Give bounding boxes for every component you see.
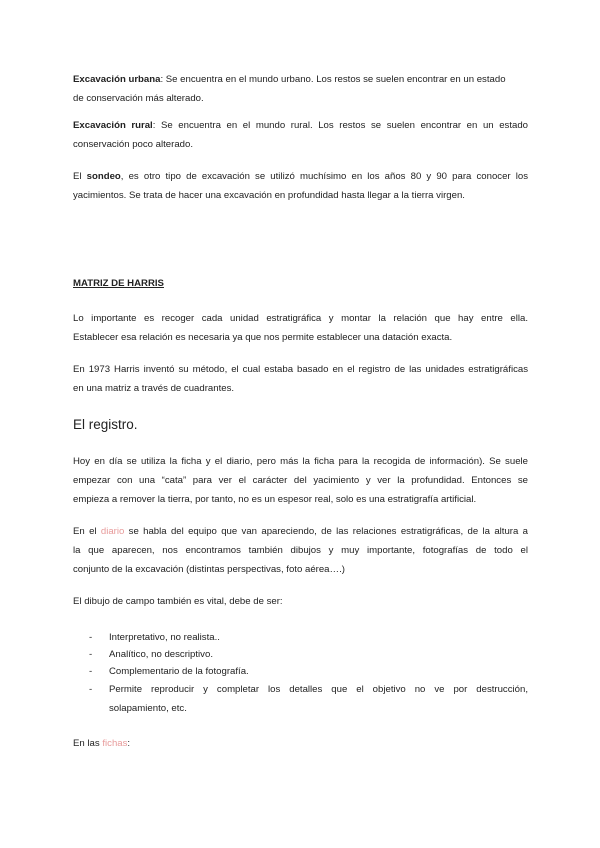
- paragraph-dibujo-campo: El dibujo de campo también es vital, debe de ser:: [73, 596, 283, 607]
- list-item: - Interpretativo, no realista..: [90, 628, 528, 647]
- paragraph-fichas: En las fichas:: [73, 738, 131, 749]
- paragraph-harris-1: Lo importante es recoger cada unidad estratigráfica y montar la relación que hay entre ella. Establecer esa relación es necesaria ya que nos permite establecer una datación exacta.: [73, 313, 528, 343]
- paragraph-sondeo: El sondeo, es otro tipo de excavación se utilizó muchísimo en los años 80 y 90 para conocer los yacimientos. Se trata de hacer una excavación en profundidad hasta llegar a la tierra virgen.: [73, 171, 528, 201]
- bullet-dash: -: [89, 632, 93, 643]
- paragraph-registro-1: Hoy en día se utiliza la ficha y el diario, pero más la ficha para la recogida de información). Se suele empezar con una “cata” para ver el carácter del yacimiento y ver la profundidad. Entonces se empieza a remover la tierra, por tanto, no es un espesor real, solo es una estratigrafía artificial.: [73, 456, 528, 505]
- paragraph-registro-diario: En el diario se habla del equipo que van apareciendo, de las relaciones estratigráficas, de la altura a la que aparecen, nos encontramos también dibujos y muy importante, fotografías de todo el conjunto de la excavación (distintas perspectivas, foto aérea….): [73, 526, 528, 575]
- term-fichas: fichas: [102, 738, 128, 749]
- section-heading-registro: El registro.: [73, 417, 138, 432]
- paragraph-harris-2: En 1973 Harris inventó su método, el cual estaba basado en el registro de las unidades estratigráficas en una matriz a través de cuadrantes.: [73, 364, 528, 394]
- paragraph-excavacion-rural: Excavación rural: Se encuentra en el mundo rural. Los restos se suelen encontrar en un estado conservación poco alterado.: [73, 120, 529, 150]
- bullet-dash: -: [89, 649, 93, 660]
- term-diario: diario: [100, 526, 125, 537]
- term-excavacion-rural: Excavación rural: [73, 120, 153, 131]
- list-item: - Permite reproducir y completar los detalles que el objetivo no ve por destrucción, solapamiento, etc.: [90, 680, 528, 718]
- list-item: - Analítico, no descriptivo.: [90, 645, 528, 664]
- paragraph-excavacion-urbana: Excavación urbana: Se encuentra en el mundo urbano. Los restos se suelen encontrar en un estado de conservación más alterado.: [73, 74, 506, 104]
- list-item: - Complementario de la fotografía.: [90, 662, 528, 681]
- term-excavacion-urbana: Excavación urbana: [73, 74, 161, 85]
- section-heading-matriz-harris: MATRIZ DE HARRIS: [73, 278, 164, 289]
- term-sondeo: sondeo: [86, 171, 121, 182]
- bullet-dash: -: [89, 684, 93, 695]
- bullet-dash: -: [89, 666, 93, 677]
